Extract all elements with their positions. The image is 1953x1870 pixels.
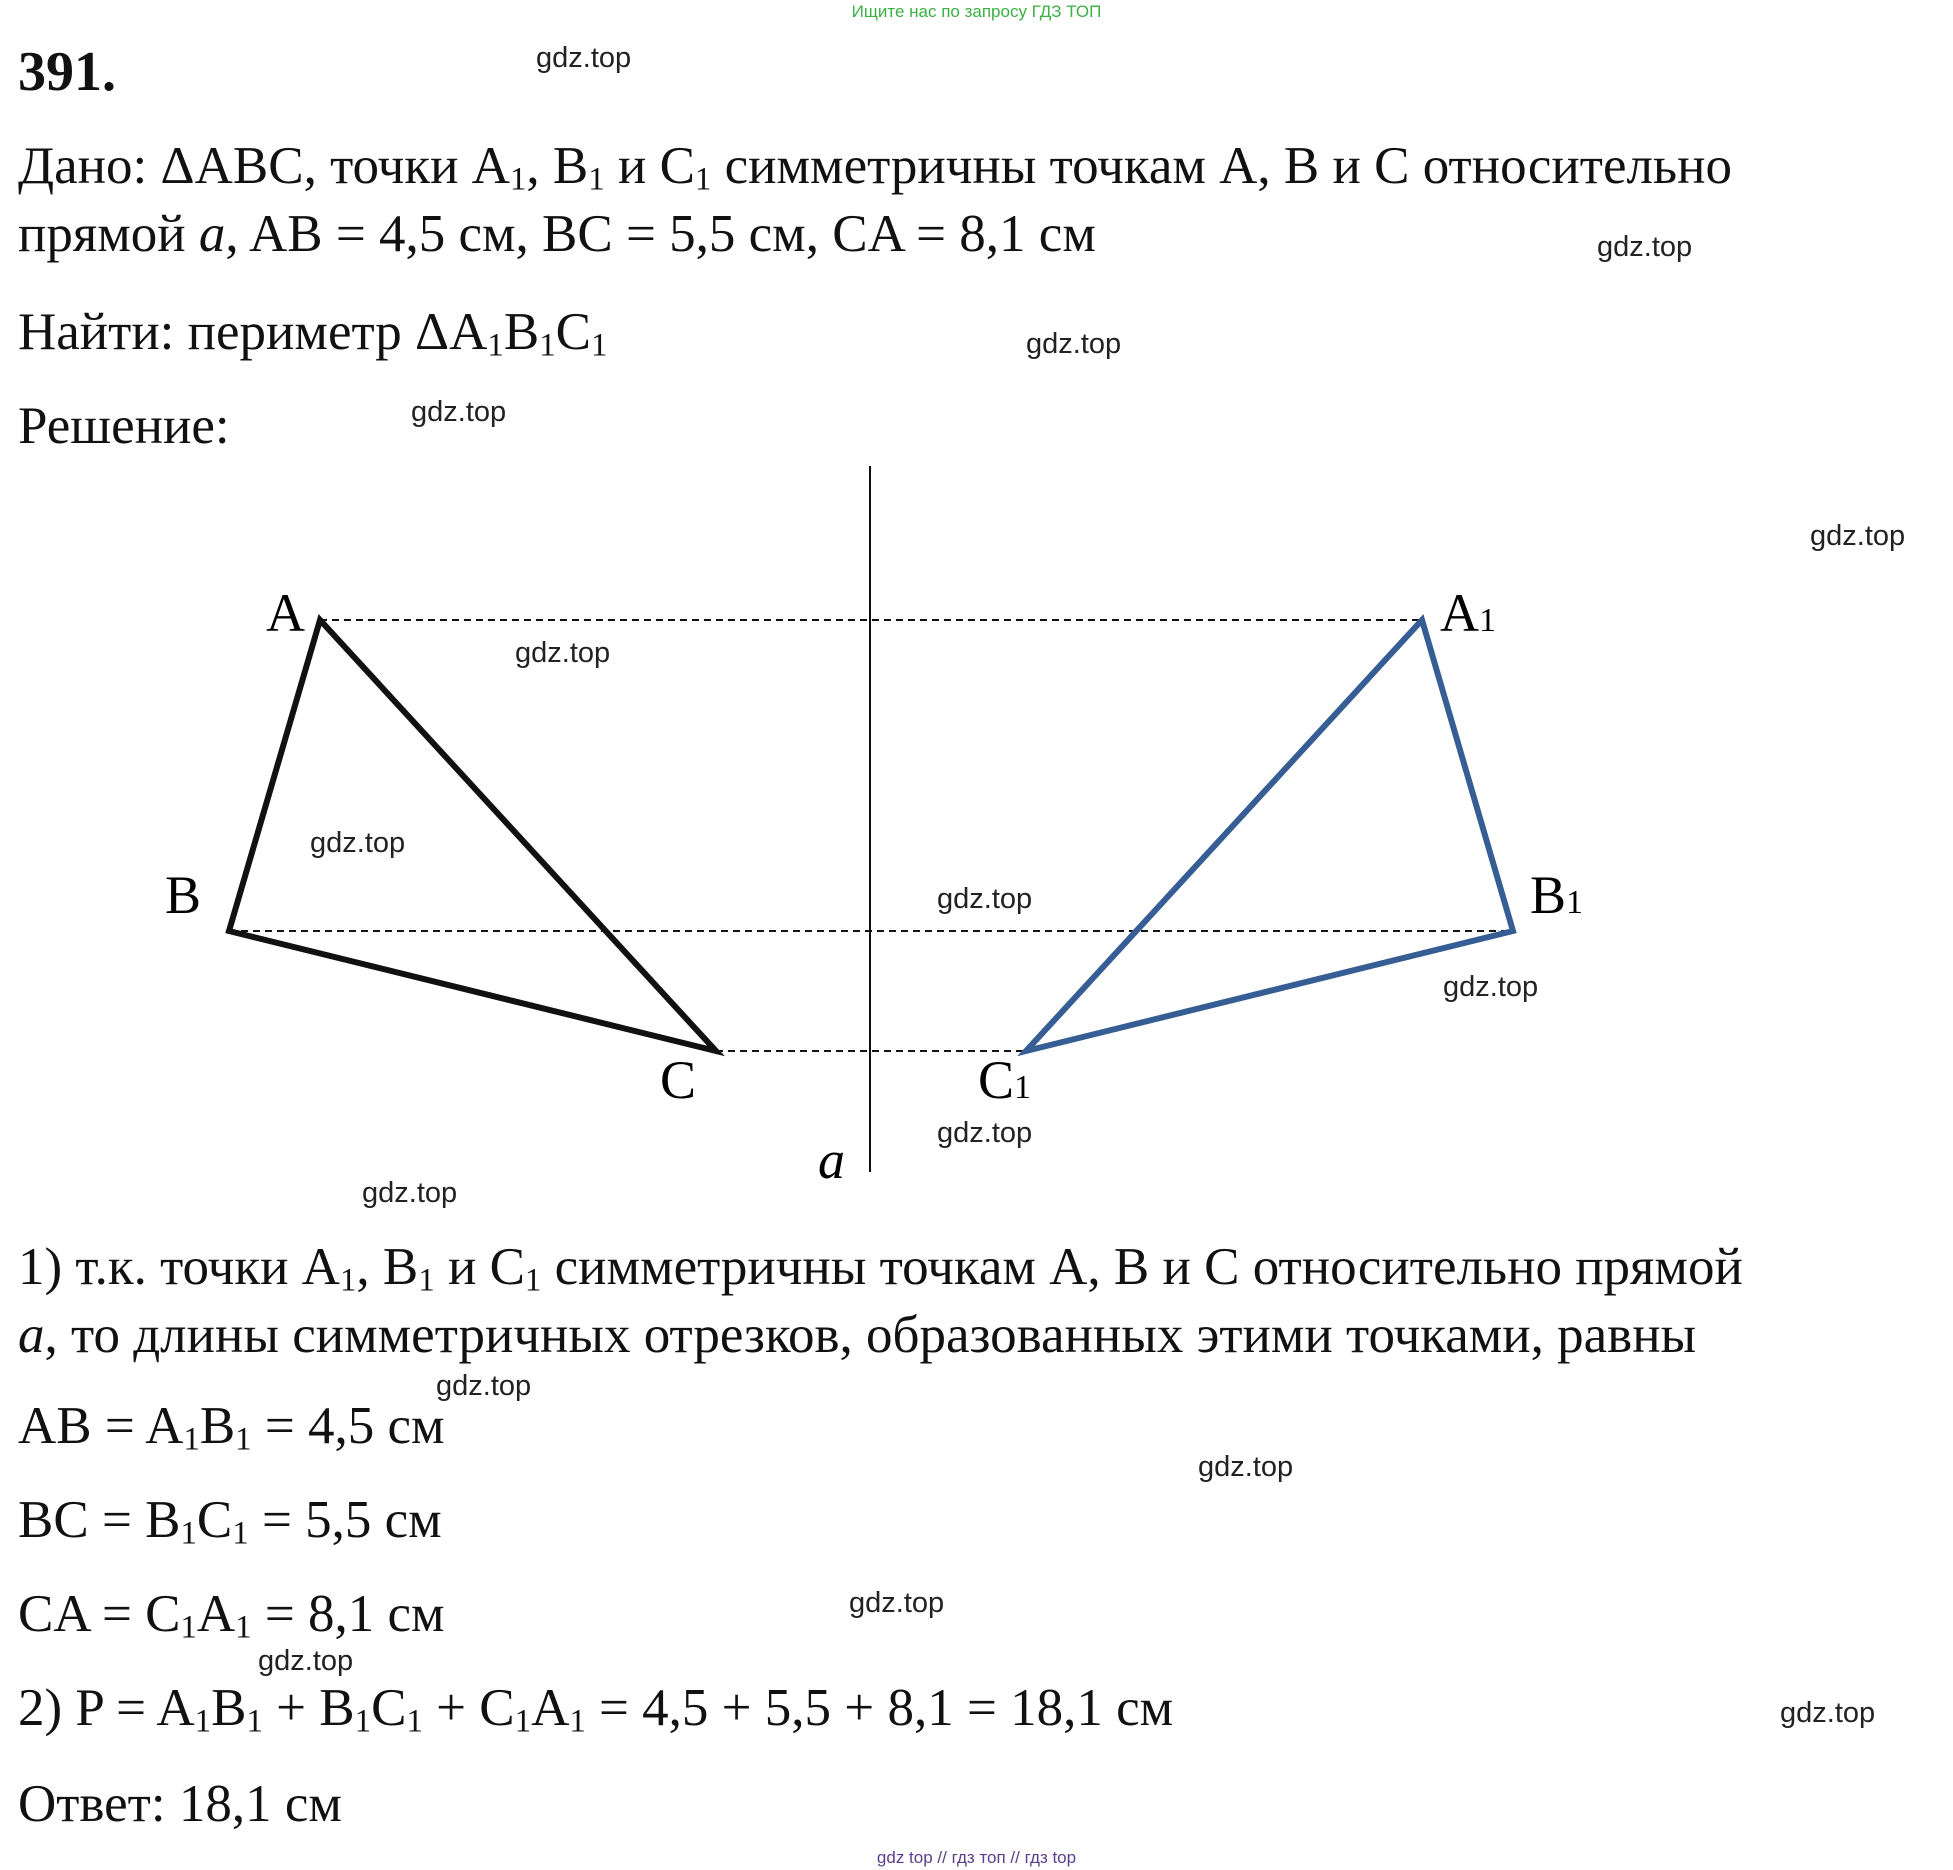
subscript: 1 [246, 1703, 263, 1740]
given-label: Дано: [18, 137, 148, 195]
watermark: gdz.top [1597, 231, 1693, 263]
given-line-1 [18, 136, 1732, 196]
subscript: 1 [694, 161, 712, 198]
solution-text: 1) т.к. точки A [18, 1238, 340, 1296]
label-c1 [978, 1050, 1031, 1110]
watermark: gdz.top [937, 883, 1033, 915]
find-text: C [555, 303, 591, 361]
watermark: gdz.top [1780, 1697, 1876, 1729]
given-text: , AB = 4,5 см, BC = 5,5 см, CA = 8,1 см [225, 205, 1096, 263]
solution-text: , то длины симметричных отрезков, образованных этими точками, равны [44, 1306, 1697, 1364]
solution-text: = 4,5 + 5,5 + 8,1 = 18,1 см [585, 1679, 1174, 1737]
subscript: 1 [183, 1421, 200, 1458]
label-b: B [165, 865, 202, 925]
subscript: 1 [354, 1703, 372, 1740]
line-variable: a [198, 205, 226, 263]
watermark: gdz.top [1443, 971, 1539, 1003]
triangle-abc [229, 620, 716, 1051]
given-text: , B [526, 137, 589, 195]
answer-value: 18,1 см [178, 1775, 342, 1833]
solution-text: , B [356, 1238, 419, 1296]
find-line [18, 302, 607, 362]
solution-text: B [199, 1397, 236, 1455]
solution-label: Решение: [18, 397, 230, 455]
solution-text: = 4,5 см [251, 1397, 445, 1455]
watermark: gdz.top [411, 396, 507, 428]
subscript: 1 [1566, 884, 1584, 921]
label-line-a: a [818, 1130, 845, 1190]
subscript: 1 [406, 1703, 423, 1740]
given-text: прямой [18, 205, 199, 263]
label-a1 [1440, 583, 1496, 643]
watermark: gdz.top [362, 1177, 458, 1209]
subscript: 1 [539, 327, 556, 364]
solution-text: 2) P = A [18, 1679, 195, 1737]
equation-ca [18, 1584, 445, 1644]
given-text: и C [604, 137, 695, 195]
solution-text: B [211, 1679, 247, 1737]
subscript: 1 [588, 161, 605, 198]
subscript: 1 [591, 327, 608, 364]
problem-number: 391. [18, 41, 116, 103]
subscript: 1 [487, 327, 504, 364]
answer-line [18, 1774, 342, 1834]
solution-text: C [371, 1679, 407, 1737]
subscript: 1 [514, 1703, 532, 1740]
watermark: gdz.top [937, 1117, 1033, 1149]
watermark: gdz.top [849, 1587, 945, 1619]
subscript: 1 [418, 1262, 435, 1299]
solution-text: C [196, 1491, 233, 1549]
solution-text: BC = B [18, 1491, 181, 1549]
label-b1 [1530, 865, 1583, 925]
solution-text: = 8,1 см [251, 1585, 445, 1643]
watermark: gdz.top [436, 1370, 532, 1402]
footer-links: gdz top // гдз топ // гдз top [876, 1848, 1077, 1867]
given-line-2 [18, 204, 1096, 264]
find-text: B [503, 303, 540, 361]
subscript: 1 [1479, 602, 1496, 639]
subscript: 1 [339, 1262, 357, 1299]
watermark: gdz.top [1026, 328, 1122, 360]
watermark: gdz.top [258, 1645, 354, 1677]
equation-ab [18, 1396, 445, 1456]
subscript: 1 [569, 1703, 586, 1740]
watermark: gdz.top [515, 637, 611, 669]
find-label: Найти: [18, 303, 175, 361]
answer-label: Ответ: [18, 1775, 166, 1833]
label-a1-letter: A [1440, 583, 1479, 643]
label-a: A [266, 583, 305, 643]
subscript: 1 [1014, 1069, 1032, 1106]
step1-line-2 [18, 1305, 1696, 1365]
label-b1-letter: B [1530, 865, 1567, 925]
subscript: 1 [235, 1421, 252, 1458]
line-variable: a [18, 1306, 45, 1364]
equation-bc [18, 1490, 442, 1550]
watermark: gdz.top [1198, 1451, 1294, 1483]
given-text: ΔABC, точки A [160, 137, 510, 195]
find-text: периметр ΔA [187, 303, 488, 361]
solution-text: AB = A [18, 1397, 184, 1455]
subscript: 1 [180, 1609, 197, 1646]
subscript: 1 [524, 1262, 542, 1299]
solution-text: симметричны точкам A, B и C относительно прямой [541, 1238, 1743, 1296]
subscript: 1 [232, 1515, 249, 1552]
triangle-a1b1c1 [1026, 620, 1513, 1051]
step1-line-1 [18, 1237, 1743, 1297]
solution-text: + C [422, 1679, 515, 1737]
solution-text: A [531, 1679, 570, 1737]
watermark: gdz.top [536, 42, 632, 74]
top-banner: Ищите нас по запросу ГДЗ ТОП [851, 2, 1102, 21]
solution-text: A [196, 1585, 236, 1643]
solution-text: и C [434, 1238, 525, 1296]
watermark: gdz.top [1810, 520, 1906, 552]
subscript: 1 [180, 1515, 197, 1552]
solution-text: + B [262, 1679, 355, 1737]
solution-text: = 5,5 см [248, 1491, 442, 1549]
symmetry-figure [0, 460, 1953, 1220]
label-c1-letter: C [978, 1050, 1015, 1110]
subscript: 1 [194, 1703, 212, 1740]
subscript: 1 [235, 1609, 252, 1646]
subscript: 1 [509, 161, 527, 198]
step2-perimeter [18, 1678, 1173, 1738]
watermark: gdz.top [310, 827, 406, 859]
label-c: C [660, 1050, 697, 1110]
solution-text: CA = C [18, 1585, 181, 1643]
given-text: симметричны точкам A, B и C относительно [711, 137, 1732, 195]
